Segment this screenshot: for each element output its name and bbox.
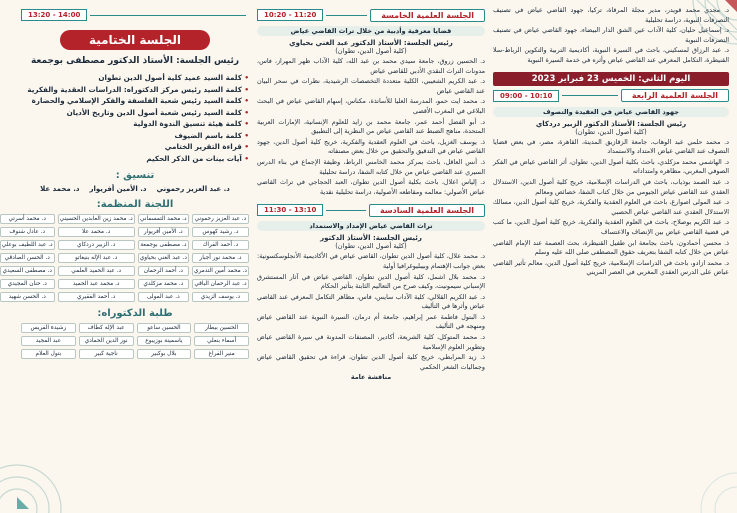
name-cell: د. عبد اللطيف بوعلي [1, 242, 53, 248]
closing-item: • كلمة السيد رئيس شعبة الفلسفة والفكر الإسلامي والحضارة [21, 95, 249, 107]
paper-entry: ذ. زيد المرابطي، خريج كلية أصول الدين تطوان، قراءة في تحقيق القاضي عياض وجماليات الشعر الحكمي [257, 353, 485, 371]
name-cell: نور الدين الحمادي [79, 336, 134, 346]
session-time: 09:00 - 10:10 [493, 90, 559, 102]
paper-entry: د. إلياس اعلال، باحث بكلية أصول الدين تطوان، العبد الحجاجي في تراث القاضي عياض الأصولي: معالمه ومقاطعه الأصولية، دراسة تحليلية نقدية [257, 178, 485, 196]
name-cell: د. رشيد كهوس [192, 227, 249, 237]
name-cell: د. حنان المجيدي [0, 279, 55, 289]
session-time: 13:20 - 14:00 [21, 9, 87, 21]
day-banner: اليوم الثاني: الخميس 23 فبراير 2023 [493, 72, 729, 86]
coordinator-name: د. عبد العزيز رحموني [156, 185, 230, 193]
closing-item: • كلمة باسم الضيوف [21, 130, 249, 142]
session-theme: تراث القاضي عياض الإمداد والاستمداد [257, 221, 485, 231]
students-heading: طلبة الدكتوراه: [97, 308, 173, 319]
paper-entry: د. إسماعيل حليان، كلية الآداب عين الشق الدار البيضاء، جهود القاضي عياض في تصنيف التصرفات النبوية [493, 26, 729, 44]
name-cell: ياسمينة بوزيبوع [137, 336, 192, 346]
paper-entry: د. عبد الكريم القلالي، كلية الآداب سايس، فاس، مظاهر التكامل المعرفي عند القاضي عياض وأثرها في التأليف [257, 292, 485, 311]
students-grid [21, 323, 249, 359]
name-cell: د. محمد نور أجبار [192, 253, 249, 263]
paper-entry: ذ. البتول فاطمة عمر إبراهيم، جامعة أم درمان، السيرة النبوية عند القاضي عياض ومنهجه في التأليف [257, 312, 485, 331]
paper-entry: د. عبد المولى اصوارغ، باحث في العلوم العقدية والفكرية، خريج كلية أصول الدين، مسالك الاستدلال العقدي عند القاضي عياض الحصبي [493, 198, 729, 216]
divider [562, 95, 617, 96]
committee-grid [1, 214, 249, 302]
session-place: (كلية أصول الدين، تطوان) [335, 47, 407, 55]
session-header [493, 89, 729, 103]
paper-entry: د. مجدي محمد قويدر، مدير مجلة المرقاة، تركيا، جهود القاضي عياض في تصنيف التصرفات النبوية، دراسة تحليلية [493, 6, 729, 24]
paper-entry: د. عبد الكريم بوصلاح، باحث في العلوم العقدية والفكرية، خريج كلية أصول الدين، ما كتب في قضية القاضي عياض بين الإنصاف والاعتساف [493, 218, 729, 236]
name-cell: د. أحمد الرحمان [138, 266, 189, 276]
closing-session-title: الجلسة الختامية [60, 30, 210, 50]
session-place: (كلية أصول الدين، تطوان) [575, 127, 647, 136]
name-cell: د. عادل شنوف [0, 227, 55, 237]
session-chair: رئيس الجلسة: الأستاذ الدكتور الزبير دردكاي [535, 119, 687, 128]
right-column [493, 6, 729, 505]
closing-item: • كلمة السيد عميد كلية أصول الدين تطوان [21, 72, 249, 84]
name-cell: أسماء بنعلي [194, 336, 249, 346]
paper-entry: د. محمد علال، كلية أصول الدين تطوان، القاضي عياض في الأكاديمية الأنجلوسكسونية: بعض جوانب الإهتمام وبيبليوغرافيا أولية [257, 252, 485, 270]
closing-item: • كلمة السيد رئيس شعبة أصول الدين وتاريخ الأديان [21, 107, 249, 119]
session-title: الجلسة العلمية الخامسة [370, 9, 485, 22]
session-chair: رئيس الجلسة: الأستاذ الدكتور مصطفى بوجمعة [30, 56, 240, 66]
name-cell: الحسين بيطار [194, 323, 249, 333]
name-cell: د. أحمد الفقيري [58, 292, 135, 302]
name-cell: د. محمد أسرتي [0, 214, 55, 224]
general-discussion: مناقشة عامة [350, 373, 392, 382]
session-title: الجلسة العلمية الرابعة [621, 89, 729, 102]
session-time: 11:30 - 13:10 [257, 204, 323, 216]
name-cell: د. محمد عبد الحميد [58, 279, 135, 289]
session-theme: جهود القاضي عياض في العقيدة والتصوف [493, 107, 729, 117]
paper-entry: د. عبد الرزاق لمسكيني، باحث في السيرة النبوية، أكاديمية التربية والتكوين الرباط-سلا القنيطرة، التكامل المعرفي عند القاضي عياض وأثره في خدمة السيرة النبوية [493, 46, 729, 64]
name-cell: د. عبد الغني بحياوي [139, 255, 187, 261]
name-cell: د. عبد العزيز رحموني [192, 214, 249, 224]
session-time: 10:20 - 11:20 [257, 9, 323, 21]
name-cell: ناجية كبير [79, 349, 134, 359]
paper-entry: د. محمد ايت حمو، المدرسة العليا للأساتذة، مكناس، إسهام القاضي عياض في البحث البلاغي في المغرب الأقصى [257, 97, 485, 115]
paper-entry: د. محمد بلال اشمل، كلية أصول الدين تطوان، القاضي عياض في آثار المستشرق الإسباني سيمونيت، وكيف صرخ من التعاليم الثابتة بتأثير الحكام [257, 272, 485, 291]
paper-entry: د. الحسين زروق، جامعة سيدي محمد بن عبد الله، كلية الآداب ظهر المهراز، فاس، مدونات التراث النقدي الأدبي للقاضي عياض [257, 57, 485, 75]
name-cell: د. محمد مزكلدي [138, 279, 189, 289]
session-place: (كلية أصول الدين، تطوان) [335, 242, 407, 251]
divider [326, 15, 367, 16]
name-cell: د. محمد أمين التدمري [193, 268, 247, 274]
divider [326, 210, 366, 211]
name-cell: د. عبد الإله بنيغاتو [58, 253, 135, 263]
name-cell: د. مصطفى بوجمعة [138, 240, 189, 250]
closing-time-row [21, 8, 249, 22]
name-cell: د. الحسن شهيد [0, 292, 55, 302]
name-cell: د. الزبير دردكاي [58, 240, 135, 250]
session-chair: رئيس الجلسة: الأستاذ الدكتور عبد الغني بحياوي [289, 39, 453, 47]
paper-entry: ذ. يوسف الغزيل، باحث في العلوم العقدية والفكرية، خريج كلية أصول الدين، جهود القاضي عياض في التدقيق والتحقيق من خلال بعض مصنفاته [257, 137, 485, 156]
committee-heading: اللجنة المنظمة: [96, 199, 174, 210]
paper-entry: د. محمد حلمي عبد الوهاب، جامعة الزقازيق المدينة، القاهرة، مصر، في بعض قضايا التصوف عند القاضي عياض الامتداد والاستمداد [493, 137, 729, 156]
left-column [1, 6, 249, 505]
coordination-heading: تنسيق : [115, 170, 155, 181]
name-cell: د. محمد زين العابدين الحسيني [59, 216, 133, 222]
name-cell: الحسين ساعو [137, 323, 192, 333]
middle-column [257, 6, 485, 505]
paper-entry: ذ. أنس العاقل، باحث بمركز محمد الخامس الرباط، وظيفة الإجماع في بناء الدرس السيري عند القاضي عياض من خلال كتابه الشفا، دراسة تحليلية [257, 157, 485, 176]
coordinator-name: د. محمد علا [40, 185, 80, 193]
paper-entry: د. محمد المتوكل، كلية الشريعة، أكادير، المصنفات المدونة في سيرة القاضي عياض وتطوير العلوم الإسلامية [257, 333, 485, 351]
coordination-names [21, 185, 249, 193]
divider [90, 15, 246, 16]
paper-entry: د. أبو الفضل أحمد عمر، جامعة محمد بن زايد للعلوم الإنسانية، الإمارات العربية المتحدة، مناهج الضبط عند القاضي عياض من النظرية إلى التطبيق [257, 117, 485, 136]
name-cell: د. عبد الرحمان الباقي [192, 279, 249, 289]
session-chair: رئيس الجلسة: الأستاذ الدكتور [320, 234, 422, 243]
name-cell: د. الحسن الصادقي [0, 253, 55, 263]
name-cell: د. محمد علا [58, 227, 135, 237]
closing-item: • كلمة هيئة تنسيق الندوة الدولية [21, 118, 249, 130]
name-cell: عبد المجيد [21, 336, 76, 346]
name-cell: د. يوسف الزيدي [192, 292, 249, 302]
name-cell: د. عبد الحميد العلمي [58, 266, 135, 276]
name-cell: رشيدة الفريس [21, 323, 76, 333]
name-cell: د. أحمد الفراك [192, 240, 249, 250]
paper-entry: د. محمد ازادو، باحث في الدراسات الإسلامية، خريج كلية أصول الدين، معالم تأثير القاضي عياض على الدرس العقدي المغربي في العصر المريني [493, 258, 729, 277]
coordinator-name: د. الأمين أفريوار [89, 185, 147, 193]
name-cell: د. الأمين أفريوار [138, 227, 189, 237]
closing-item: • كلمة السيد رئيس مركز الدكتوراه: الدراسات العقدية والفكرية [21, 84, 249, 96]
closing-item: • آيات بينات من الذكر الحكيم [21, 153, 249, 165]
name-cell: بتول العلام [21, 349, 76, 359]
paper-entry: ذ. محسن أحمادون، باحث بجامعة ابن طفيل القنيطرة، بحث العصمة عند الإمام القاضي عياض من خلال كتابه الشفا بتعريف حقوق المصطفى صلى الله عليه وسلم [493, 238, 729, 257]
session-theme: قضايا معرفية وأدبية من خلال تراث القاضي عياض [257, 26, 485, 36]
name-cell: عبد الإله كطاف [79, 323, 134, 333]
paper-entry: د. عبد الكريم الشعيبي، الكلية متعددة التخصصات الرشيدية، نظرات في سحر البيان عند القاضي عياض [257, 77, 485, 95]
session-header [257, 203, 485, 217]
paper-entry: د. الهاشمي محمد مزكلدي، باحث بكلية أصول الدين، تطوان، أثر القاضي عياض في الفكر الصوفي المغربي، مظاهره وامتداداته [493, 157, 729, 176]
name-cell: بلال بوكبير [137, 349, 192, 359]
name-cell: منير الفراغ [194, 349, 249, 359]
session-header [257, 8, 485, 22]
closing-item: • قراءة التقرير الختامي [21, 141, 249, 153]
name-cell: د. عبد المولى [138, 292, 189, 302]
conference-program-page [1, 0, 737, 509]
paper-entry: د. عبد الصمد بوذياب، باحث في الدراسات الإسلامية، خريج كلية أصول الدين، الاستدلال العقدي عند القاضي عياض الجيومي من خلال كتاب الشفا، خصائص ومعالم [493, 177, 729, 196]
name-cell: د. محمد التمسماني [138, 214, 189, 224]
name-cell: د. مصطفى السعيدي [0, 266, 55, 276]
session-title: الجلسة العلمية السادسة [369, 204, 485, 217]
